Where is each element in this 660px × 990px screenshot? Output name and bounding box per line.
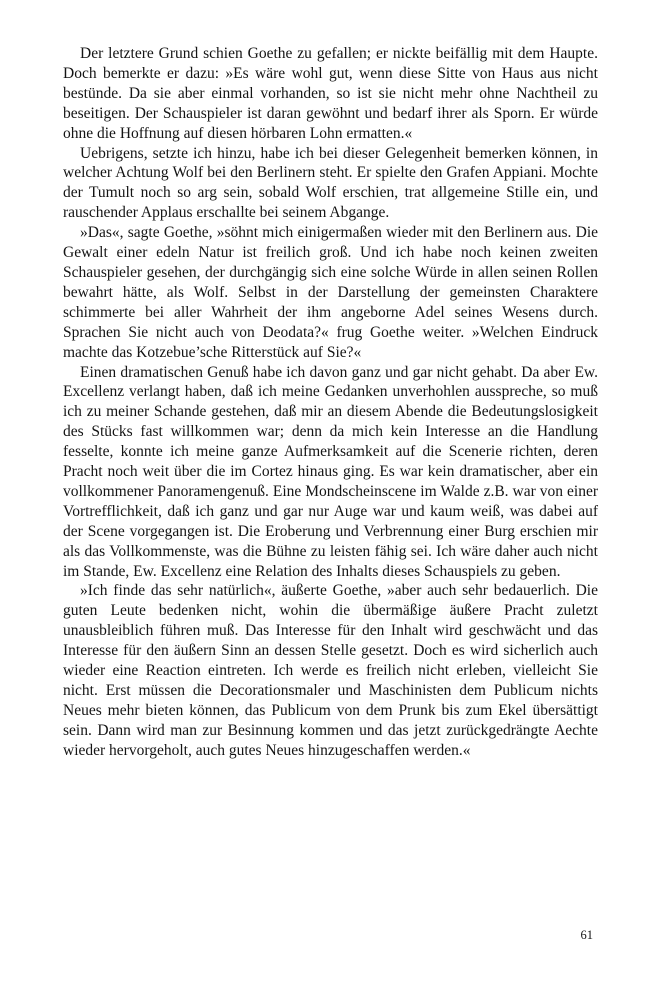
page-text <box>63 44 598 761</box>
page-number: 61 <box>580 928 593 942</box>
paragraph: Uebrigens, setzte ich hinzu, habe ich bei dieser Gelegenheit bemerken können, in welcher Achtung Wolf bei den Berlinern steht. Er spielte den Grafen Appiani. Mochte der Tumult noch so arg sein, sobald Wolf erschien, trat allgemeine Stille ein, und rauschender Applaus erschallte bei seinem Abgange. <box>63 144 598 222</box>
paragraph: Einen dramatischen Genuß habe ich davon ganz und gar nicht gehabt. Da aber Ew. Excellenz verlangt haben, daß ich meine Gedanken unverhohlen ausspreche, so muß ich zu meiner Schande gestehen, daß mir an diesem Abende die Bedeutungslosigkeit des Stücks fast willkommen war; denn da mich kein Interesse an die Handlung fesselte, konnte ich meine ganze Aufmerksamkeit auf die Scenerie richten, deren Pracht noch weit über die im Cortez hinaus ging. Es war kein dramatischer, aber ein vollkommener Panoramengenuß. Eine Mondscheinscene im Walde z.B. war von einer Vortrefflichkeit, daß ich ganz und gar nur Auge war und kaum weiß, was dabei auf der Scene vorgegangen ist. Die Eroberung und Verbrennung einer Burg erschien mir als das Vollkommenste, was die Bühne zu leisten fähig sei. Ich wäre daher auch nicht im Stande, Ew. Excellenz eine Relation des Inhalts dieses Schauspiels zu geben. <box>63 363 598 580</box>
paragraph: Der letztere Grund schien Goethe zu gefallen; er nickte beifällig mit dem Haupte. Doch bemerkte er dazu: »Es wäre wohl gut, wenn diese Sitte von Haus aus nicht bestünde. Da sie aber einmal vorhanden, so ist sie nicht mehr ohne Nachtheil zu beseitigen. Der Schauspieler ist daran gewöhnt und bedarf ihrer als Sporn. Er würde ohne die Hoffnung auf diesen hörbaren Lohn ermatten.« <box>63 45 598 142</box>
paragraph: »Ich finde das sehr natürlich«, äußerte Goethe, »aber auch sehr bedauerlich. Die guten Leute bedenken nicht, wohin die übermäßige äußere Pracht zuletzt unausbleiblich führen muß. Das Interesse für den Inhalt wird geschwächt und das Interesse für den äußern Sinn an dessen Stelle gesetzt. Doch es wird sicherlich auch wieder eine Reaction eintreten. Ich werde es freilich nicht erleben, vielleicht Sie nicht. Erst müssen die Decorationsmaler und Maschinisten dem Publicum nichts Neues mehr bieten können, das Publicum von dem Prunk bis zum Ekel übersättigt sein. Dann wird man zur Besinnung kommen und das jetzt zurückgedrängte Aechte wieder hervorgeholt, auch gutes Neues hinzugeschaffen werden.« <box>63 582 598 759</box>
paragraph: »Das«, sagte Goethe, »söhnt mich einigermaßen wieder mit den Berlinern aus. Die Gewalt einer edeln Natur ist freilich groß. Und ich habe noch keinen zweiten Schauspieler gesehen, der durchgängig sich eine solche Würde in allen seinen Rollen bewahrt hätte, als Wolf. Selbst in der Darstellung der gemeinsten Charaktere schimmerte bei aller Wahrheit der ihm angeborne Adel seines Wesens durch. Sprachen Sie nicht auch von Deodata?« frug Goethe weiter. »Welchen Eindruck machte das Kotzebue’sche Ritterstück auf Sie?« <box>63 224 598 361</box>
